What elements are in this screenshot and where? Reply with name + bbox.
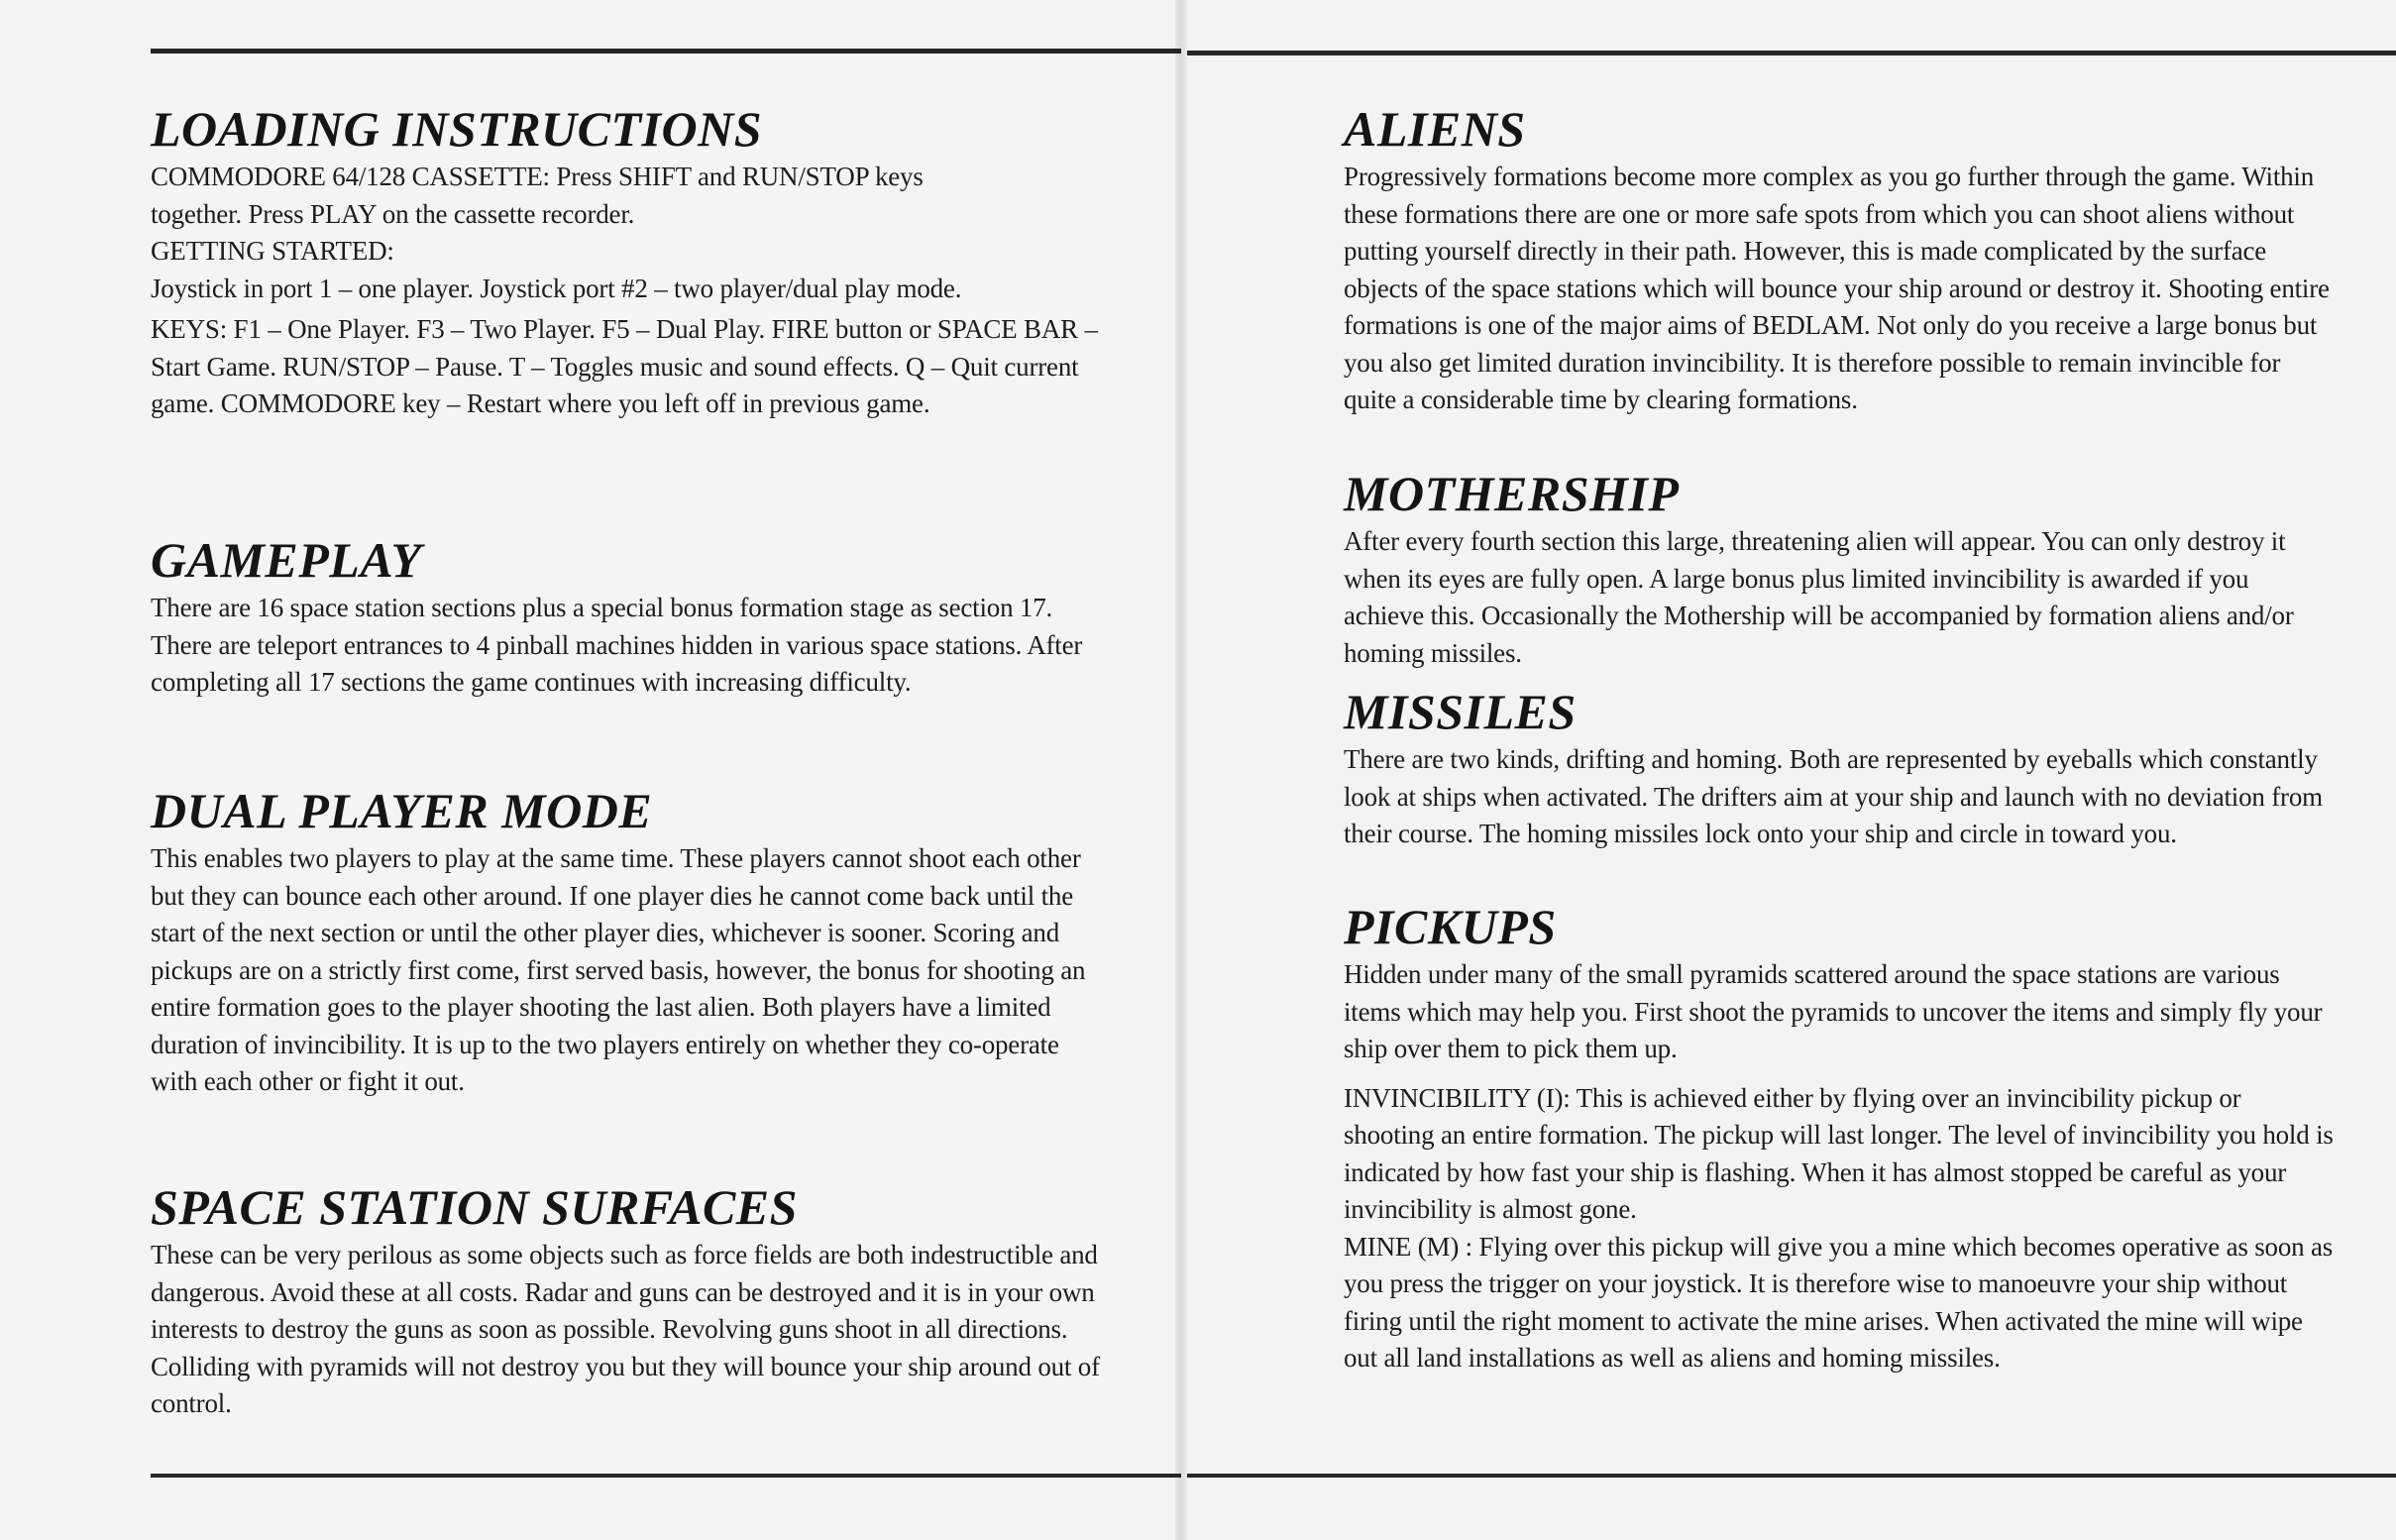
joystick-text: Joystick in port 1 – one player. Joystick port #2 – two player/dual play mode. [151,273,962,303]
missiles-heading: MISSILES [1344,684,1577,739]
dual-player-text: This enables two players to play at the same time. These players cannot shoot each other but they can bounce each other around. If one player dies he cannot come back until the start of the next section or until the other player dies, whichever is sooner. Scoring and pickups are on a strictly first come, first served basis, however, the bonus for shooting an entire formation goes to the player shooting the last alien. Both players have a limited duration of invincibility. It is up to the two players entirely on whether they co-operate with each other or fight it out. [151,843,1086,1096]
getting-started-label: GETTING STARTED: [151,236,394,266]
loading-heading: LOADING INSTRUCTIONS [151,101,763,157]
pickups-heading: PICKUPS [1344,899,1557,954]
loading-cassette-text: COMMODORE 64/128 CASSETTE: Press SHIFT and RUN/STOP keys together. Press PLAY on the cassette recorder. [151,162,924,229]
invincibility-text: INVINCIBILITY (I): This is achieved either by flying over an invincibility pickup or shooting an entire formation. The pickup will last longer. The level of invincibility you hold is indicated by how fast your ship is flashing. When it has almost stopped be careful as your invincibility is almost gone. [1344,1082,2334,1224]
gameplay-heading: GAMEPLAY [151,532,422,588]
page-fold [1175,0,1187,1540]
pickups-section [1344,897,2335,1377]
pickups-text: Hidden under many of the small pyramids scattered around the space stations are various items which may help you. First shoot the pyramids to uncover the items and simply fly your ship over them to pick them up. [1344,959,2323,1063]
aliens-heading: ALIENS [1344,101,1526,157]
top-rule-left [151,49,1181,54]
mothership-text: After every fourth section this large, threatening alien will appear. You can only destroy it when its eyes are fully open. A large bonus plus limited invincibility is awarded if you achieve this. Occasionally the Mothership will be accompanied by formation aliens and/or homing missiles. [1344,526,2294,668]
mothership-heading: MOTHERSHIP [1344,466,1680,521]
dual-player-heading: DUAL PLAYER MODE [151,783,653,838]
aliens-text: Progressively formations become more complex as you go further through the game. Within these formations there are one or more safe spots from which you can shoot aliens without putting yourself directly in their path. However, this is made complicated by the surface objects of the space stations which will bounce your ship around or destroy it. Shooting entire formations is one of the major aims of BEDLAM. Not only do you receive a large bonus but you also get limited duration invincibility. It is therefore possible to remain invincible for quite a considerable time by clearing formations. [1344,162,2330,414]
missiles-section [1344,682,2335,853]
dual-player-section [151,781,1102,1101]
aliens-section [1344,99,2335,419]
gameplay-section [151,530,1102,702]
loading-section [151,99,1102,423]
surfaces-text: These can be very perilous as some objects such as force fields are both indestructible and dangerous. Avoid these at all costs. Radar and guns can be destroyed and it is in your own interests to destroy the guns as soon as possible. Revolving guns shoot in all directions. Colliding with pyramids will not destroy you but they will bounce your ship around out of control. [151,1240,1100,1418]
mine-text: MINE (M) : Flying over this pickup will give you a mine which becomes operative as soon as you press the trigger on your joystick. It is therefore wise to manoeuvre your ship without firing until the right moment to activate the mine arises. When activated the mine will wipe out all land installations as well as aliens and homing missiles. [1344,1231,2334,1373]
top-rule-right [1187,51,2396,55]
mothership-section [1344,464,2335,672]
gameplay-text: There are 16 space station sections plus a special bonus formation stage as section 17. There are teleport entrances to 4 pinball machines hidden in various space stations. After completing all 17 sections the game continues with increasing difficulty. [151,593,1083,697]
bottom-rule-left [151,1474,1181,1478]
bottom-rule-right [1187,1474,2396,1478]
missiles-text: There are two kinds, drifting and homing. Both are represented by eyeballs which constantly look at ships when activated. The drifters aim at your ship and launch with no deviation from their course. The homing missiles lock onto your ship and circle in toward you. [1344,744,2323,848]
keys-text: KEYS: F1 – One Player. F3 – Two Player. F5 – Dual Play. FIRE button or SPACE BAR – Start Game. RUN/STOP – Pause. T – Toggles music and sound effects. Q – Quit current game. COMMODORE key – Restart where you left off in previous game. [151,314,1098,418]
surfaces-heading: SPACE STATION SURFACES [151,1179,798,1235]
surfaces-section [151,1177,1102,1423]
